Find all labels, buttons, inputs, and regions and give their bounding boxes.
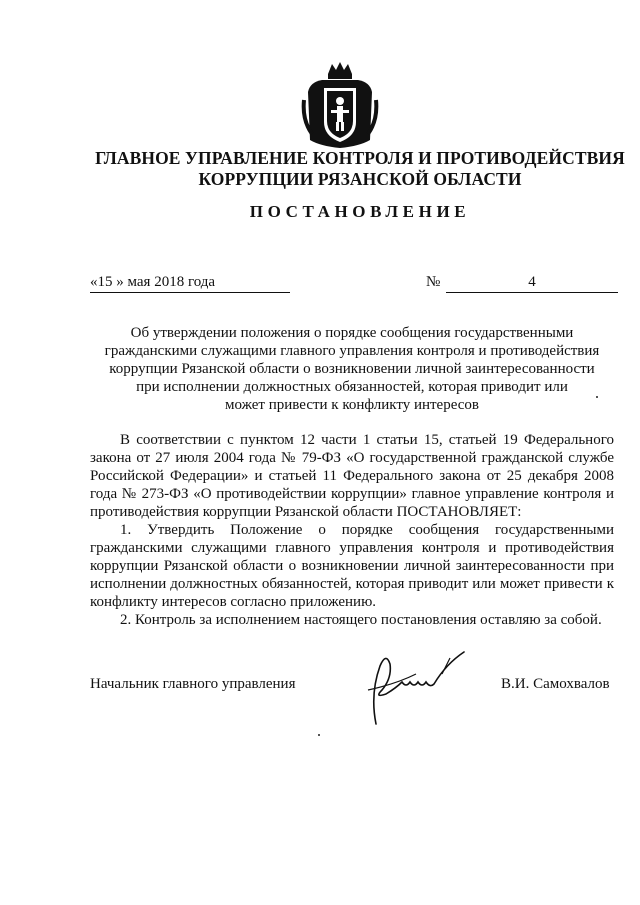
coat-of-arms-icon — [300, 60, 380, 150]
document-type: ПОСТАНОВЛЕНИЕ — [249, 202, 471, 221]
scan-speck — [318, 734, 320, 736]
document-subject — [90, 324, 614, 414]
signer-title: Начальник главного управления — [90, 676, 296, 692]
resolution-item-2: 2. Контроль за исполнением настоящего постановления оставляю за собой. — [120, 612, 602, 628]
document-number: 4 — [446, 274, 618, 293]
subject-line: гражданскими служащими главного управления контроля и противодействия — [104, 343, 600, 359]
scan-speck — [596, 396, 598, 398]
subject-line: коррупции Рязанской области о возникновении личной заинтересованности — [109, 361, 595, 377]
subject-line: при исполнении должностных обязанностей, которая приводит или — [136, 379, 568, 395]
organization-line-2: КОРРУПЦИИ РЯЗАНСКОЙ ОБЛАСТИ — [198, 169, 522, 189]
subject-line: может привести к конфликту интересов — [224, 397, 479, 413]
signature-icon — [356, 644, 476, 729]
document-body — [90, 431, 614, 629]
organization-line-1: ГЛАВНОЕ УПРАВЛЕНИЕ КОНТРОЛЯ И ПРОТИВОДЕЙСТВИЯ — [95, 148, 625, 168]
organization-name — [60, 148, 640, 190]
number-label: № — [426, 274, 441, 290]
resolution-item-1: 1. Утвердить Положение о порядке сообщения государственными гражданскими служащими главного управления контроля и противодействия коррупции Рязанской области о возникновении личной заинтересованности при исполнении должностных обязанностей, которая приводит или может привести к конфликту интересов согласно приложению. — [90, 522, 614, 610]
subject-line: Об утверждении положения о порядке сообщения государственными — [130, 325, 574, 341]
preamble-paragraph: В соответствии с пунктом 12 части 1 статьи 15, статьей 19 Федерального закона от 27 июля 2004 года № 79-ФЗ «О государственной гражданской службе Российской Федерации» и статьей 11 Федерального закона от 25 декабря 2008 года № 273-ФЗ «О противодействии коррупции» главное управление контроля и противодействия коррупции Рязанской области ПОСТАНОВЛЯЕТ: — [90, 432, 614, 520]
document-date: «15 » мая 2018 года — [90, 274, 290, 293]
signer-name: В.И. Самохвалов — [501, 676, 610, 692]
